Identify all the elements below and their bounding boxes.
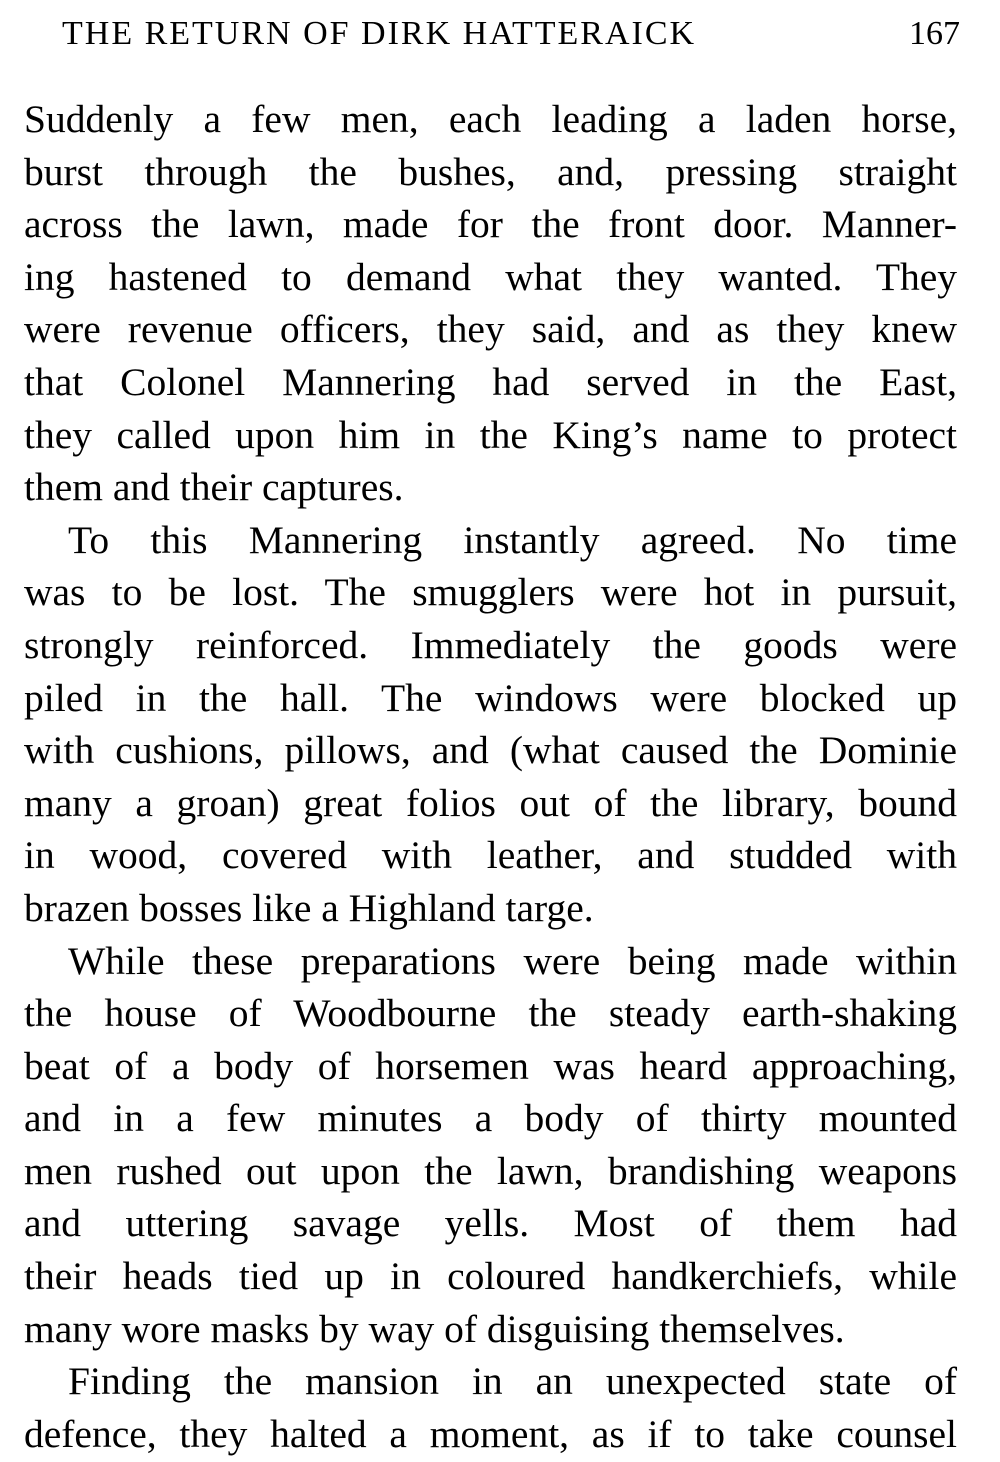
text-line: was to be lost. The smugglers were hot in pursuit, <box>24 570 957 615</box>
text-line: beat of a body of horsemen was heard approaching, <box>24 1043 957 1088</box>
text-line: burst through the bushes, and, pressing straight <box>24 149 957 194</box>
text-line: men rushed out upon the lawn, brandishing weapons <box>24 1148 957 1193</box>
paragraph <box>24 1355 957 1460</box>
text-line: brazen bosses like a Highland targe. <box>24 885 594 930</box>
text-line: piled in the hall. The windows were blocked up <box>24 675 957 720</box>
text-line: and uttering savage yells. Most of them had <box>24 1201 957 1246</box>
text-line: were revenue officers, they said, and as they knew <box>24 307 957 352</box>
page-number: 167 <box>909 15 960 52</box>
text-line: many a groan) great folios out of the library, bound <box>24 780 957 825</box>
text-line: Suddenly a few men, each leading a laden horse, <box>24 97 957 141</box>
text-line: across the lawn, made for the front door. Manner- <box>24 202 957 247</box>
text-line: ing hastened to demand what they wanted. They <box>24 254 957 299</box>
text-line: many wore masks by way of disguising themselves. <box>24 1306 845 1351</box>
text-line: with cushions, pillows, and (what caused the Dominie <box>24 728 957 773</box>
text-line: and in a few minutes a body of thirty mounted <box>24 1096 957 1141</box>
text-line: the house of Woodbourne the steady earth-shaking <box>24 991 957 1036</box>
text-line: they called upon him in the King’s name to protect <box>24 412 957 457</box>
text-line: defence, they halted a moment, as if to take counsel <box>24 1411 957 1456</box>
text-line: strongly reinforced. Immediately the goods were <box>24 622 957 667</box>
text-line: that Colonel Mannering had served in the East, <box>24 359 957 404</box>
text-line: To this Mannering instantly agreed. No time <box>68 517 957 562</box>
text-line: Finding the mansion in an unexpected state of <box>68 1359 957 1404</box>
text-line: in wood, covered with leather, and studded with <box>24 833 957 878</box>
body-text <box>24 93 957 1460</box>
text-line: their heads tied up in coloured handkerchiefs, while <box>24 1254 957 1299</box>
paragraph <box>24 935 957 1356</box>
paragraph <box>24 514 957 935</box>
chapter-title: THE RETURN OF DIRK HATTERAICK <box>62 15 697 52</box>
text-line: them and their captures. <box>24 465 404 510</box>
running-head <box>62 12 960 56</box>
paragraph <box>24 93 957 514</box>
text-line: While these preparations were being made within <box>68 938 957 983</box>
